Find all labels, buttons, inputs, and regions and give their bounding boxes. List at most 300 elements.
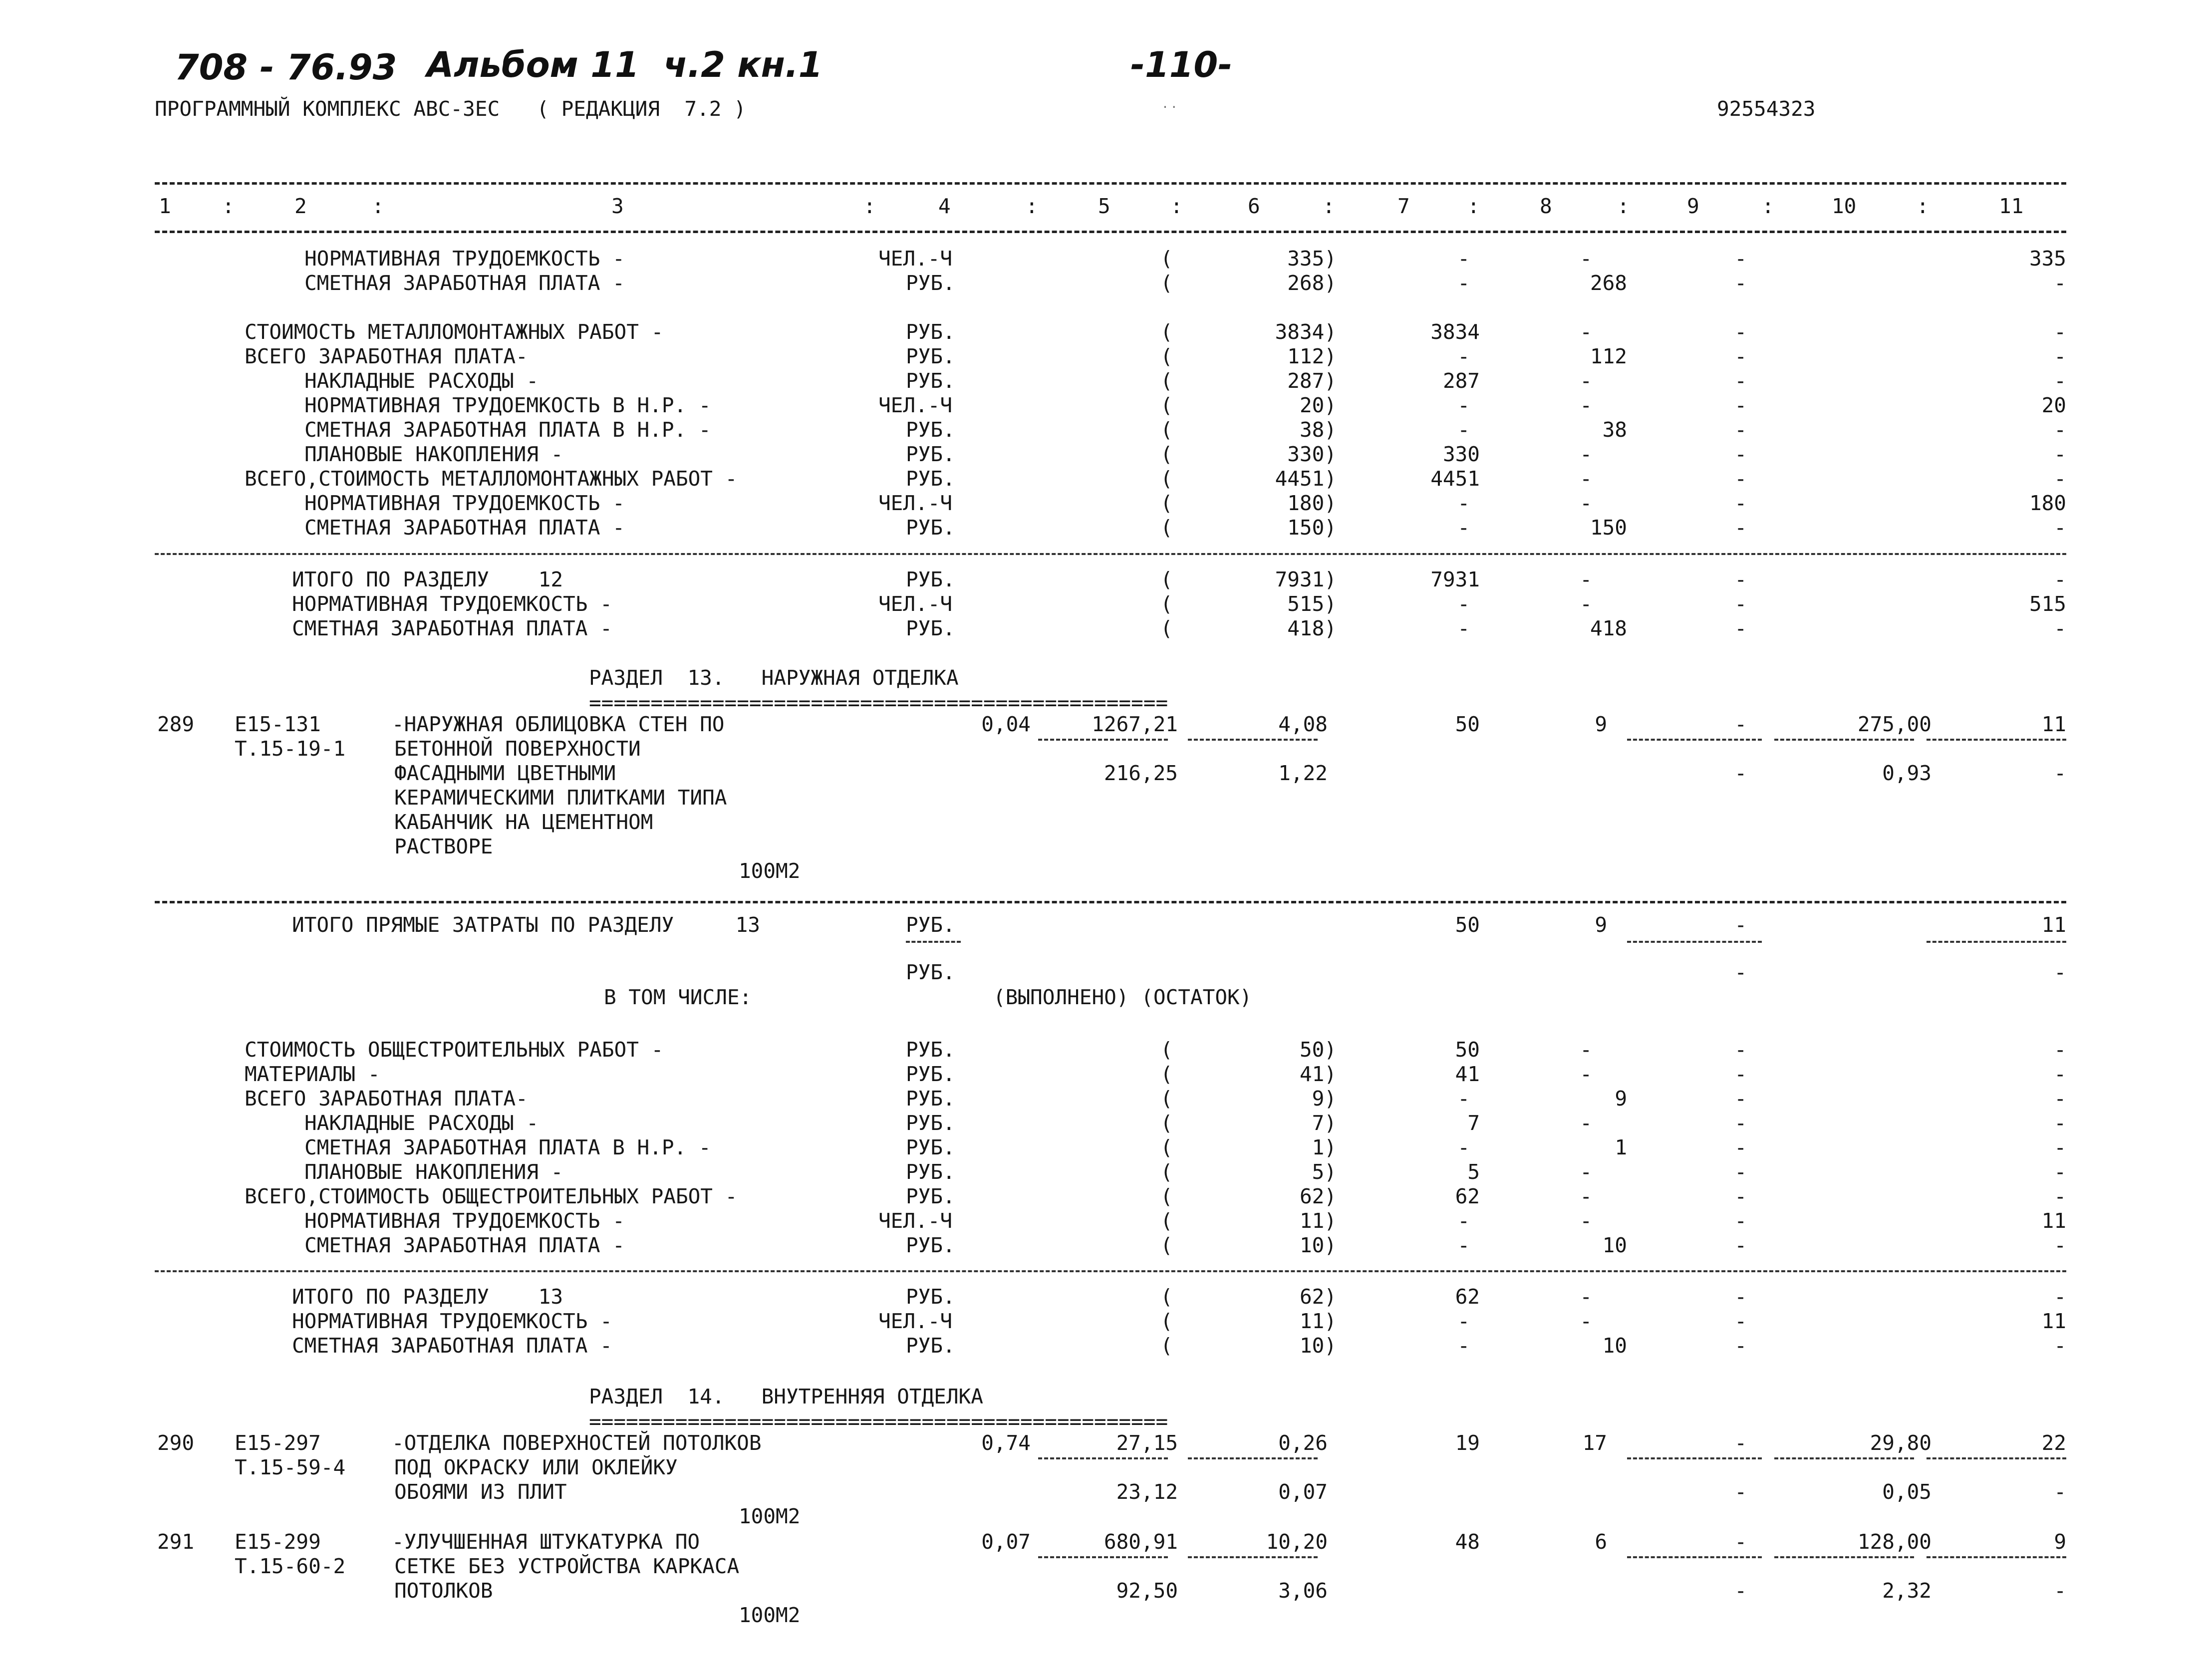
- cell-c9-secondary: -: [1734, 1480, 1747, 1504]
- item-description-line: КАБАНЧИК НА ЦЕМЕНТНОМ: [394, 810, 653, 834]
- cell-c5: 27,15: [1116, 1431, 1178, 1455]
- cell-c11: 335: [2029, 247, 2066, 271]
- cell-c6: 4,08: [1278, 712, 1328, 736]
- item-underline-c9: [1627, 1457, 1762, 1459]
- row-label: СМЕТНАЯ ЗАРАБОТНАЯ ПЛАТА -: [304, 516, 625, 540]
- cell-c6: 1): [1312, 1135, 1337, 1159]
- cell-c6: 11): [1299, 1309, 1337, 1333]
- cell-c7: -: [1457, 271, 1470, 295]
- open-paren: (: [1160, 1285, 1173, 1309]
- item-underline-c6: [1188, 739, 1318, 741]
- cell-c7: -: [1457, 247, 1470, 271]
- cell-c4: 0,07: [981, 1530, 1031, 1554]
- cell-c9: -: [1734, 567, 1747, 591]
- item-ref: Т.15-59-4: [235, 1455, 346, 1479]
- cell-c9: -: [1734, 1530, 1747, 1554]
- cell-c5-secondary: 216,25: [1104, 761, 1178, 785]
- cell-c9: -: [1734, 516, 1747, 540]
- total-underline-c11: [1927, 941, 2066, 943]
- row-unit: РУБ.: [906, 1062, 955, 1086]
- item-code: Е15-131: [235, 712, 321, 736]
- item-description-line: РАСТВОРЕ: [394, 835, 493, 858]
- cell-c11: -: [2054, 344, 2066, 368]
- cell-c11: 9: [2054, 1530, 2066, 1554]
- column-header-7: 7: [1397, 194, 1410, 218]
- cell-c6: 11): [1299, 1209, 1337, 1233]
- open-paren: (: [1160, 1209, 1173, 1233]
- cell-c11: 20: [2041, 393, 2066, 417]
- cell-c7: -: [1457, 344, 1470, 368]
- cell-c7: 50: [1455, 913, 1480, 937]
- item-description-line: -УЛУЧШЕННАЯ ШТУКАТУРКА ПО: [392, 1530, 700, 1554]
- cell-c8: -: [1580, 1111, 1592, 1135]
- row-unit: РУБ.: [906, 1135, 955, 1159]
- cell-c11: -: [2054, 1233, 2066, 1257]
- item-underline-c10: [1774, 1556, 1914, 1558]
- row-label: НОРМАТИВНАЯ ТРУДОЕМКОСТЬ В Н.Р. -: [304, 393, 711, 417]
- cell-c6: 515): [1287, 592, 1337, 616]
- cell-c7: -: [1457, 616, 1470, 640]
- cell-c8: 418: [1590, 616, 1627, 640]
- row-unit: ЧЕЛ.-Ч: [878, 247, 953, 271]
- row-unit: РУБ.: [906, 418, 955, 442]
- handwritten-album: Альбом 11 ч.2 кн.1: [427, 44, 823, 85]
- cell-c11-secondary: -: [2054, 761, 2066, 785]
- cell-c8: 10: [1602, 1334, 1627, 1358]
- item-description-line: -ОТДЕЛКА ПОВЕРХНОСТЕЙ ПОТОЛКОВ: [392, 1431, 762, 1455]
- cell-c7: 19: [1455, 1431, 1480, 1455]
- cell-c9: -: [1734, 1087, 1747, 1111]
- cell-c7: 3834: [1430, 320, 1480, 344]
- cell-c9: -: [1734, 369, 1747, 393]
- row-label: СТОИМОСТЬ ОБЩЕСТРОИТЕЛЬНЫХ РАБОТ -: [245, 1038, 664, 1062]
- section-13-total-unit: РУБ.: [906, 913, 955, 937]
- including-label: В ТОМ ЧИСЛЕ:: [604, 985, 752, 1009]
- cell-c7: 330: [1442, 442, 1480, 466]
- cell-c11: 11: [2041, 913, 2066, 937]
- item-description-line: ПОТОЛКОВ: [394, 1579, 493, 1603]
- row-label: СМЕТНАЯ ЗАРАБОТНАЯ ПЛАТА В Н.Р. -: [304, 418, 711, 442]
- row-unit: ЧЕЛ.-Ч: [878, 491, 953, 515]
- cell-c11: -: [2054, 1062, 2066, 1086]
- row-unit: РУБ.: [906, 1111, 955, 1135]
- item-underline-c10: [1774, 1457, 1914, 1459]
- open-paren: (: [1160, 1184, 1173, 1208]
- program-header: ПРОГРАММНЫЙ КОМПЛЕКС АВС-3ЕС ( РЕДАКЦИЯ 7.2 ): [155, 97, 746, 121]
- row-label: ИТОГО ПО РАЗДЕЛУ 12: [292, 567, 563, 591]
- row-unit: РУБ.: [906, 567, 955, 591]
- cell-c8: 112: [1590, 344, 1627, 368]
- header-bottom-rule: [155, 231, 2066, 233]
- column-header-2: 2: [294, 194, 307, 218]
- cell-c7: -: [1457, 1135, 1470, 1159]
- cell-c6: 150): [1287, 516, 1337, 540]
- item-ref: Т.15-19-1: [235, 737, 346, 761]
- cell-c7: -: [1457, 1087, 1470, 1111]
- open-paren: (: [1160, 418, 1173, 442]
- cell-c6: 268): [1287, 271, 1337, 295]
- cell-c11: -: [2054, 567, 2066, 591]
- cell-c6: 112): [1287, 344, 1337, 368]
- open-paren: (: [1160, 567, 1173, 591]
- column-header-8: 8: [1540, 194, 1552, 218]
- open-paren: (: [1160, 442, 1173, 466]
- cell-c8: -: [1580, 1062, 1592, 1086]
- cell-c9: -: [1734, 1285, 1747, 1309]
- cell-c11: -: [2054, 320, 2066, 344]
- item-underline-c6: [1188, 1556, 1318, 1558]
- section-13-underline: ===============================================: [589, 691, 1168, 715]
- item-number: 290: [157, 1431, 195, 1455]
- cell-c7: 287: [1442, 369, 1480, 393]
- item-underline-c5: [1038, 739, 1168, 741]
- cell-c8: -: [1580, 393, 1592, 417]
- column-separator: :: [222, 194, 235, 218]
- item-underline-c9: [1627, 1556, 1762, 1558]
- cell-c6: 4451): [1275, 467, 1337, 491]
- cell-c5-secondary: 23,12: [1116, 1480, 1178, 1504]
- cell-c11-secondary: -: [2054, 960, 2066, 984]
- cell-c8: 38: [1602, 418, 1627, 442]
- open-paren: (: [1160, 344, 1173, 368]
- cell-c9: -: [1734, 1111, 1747, 1135]
- cell-c11: -: [2054, 271, 2066, 295]
- row-label: ПЛАНОВЫЕ НАКОПЛЕНИЯ -: [304, 442, 563, 466]
- column-separator: :: [1467, 194, 1480, 218]
- cell-c9: -: [1734, 393, 1747, 417]
- cell-c9: -: [1734, 271, 1747, 295]
- cell-c8: -: [1580, 1285, 1592, 1309]
- cell-c6: 287): [1287, 369, 1337, 393]
- cell-c7: 50: [1455, 712, 1480, 736]
- cell-c8: 6: [1595, 1530, 1607, 1554]
- cell-c9: -: [1734, 320, 1747, 344]
- row-unit: РУБ.: [906, 1285, 955, 1309]
- row-unit: РУБ.: [906, 1233, 955, 1257]
- row-unit: ЧЕЛ.-Ч: [878, 592, 953, 616]
- row-label: НОРМАТИВНАЯ ТРУДОЕМКОСТЬ -: [304, 1209, 625, 1233]
- cell-c9: -: [1734, 1431, 1747, 1455]
- row-label: ВСЕГО,СТОИМОСТЬ ОБЩЕСТРОИТЕЛЬНЫХ РАБОТ -: [245, 1184, 738, 1208]
- cell-c10-secondary: 0,05: [1882, 1480, 1932, 1504]
- cell-c8: -: [1580, 592, 1592, 616]
- cell-c9: -: [1734, 1062, 1747, 1086]
- row-label: ВСЕГО,СТОИМОСТЬ МЕТАЛЛОМОНТАЖНЫХ РАБОТ -: [245, 467, 738, 491]
- open-paren: (: [1160, 393, 1173, 417]
- cell-c7: -: [1457, 418, 1470, 442]
- cell-c9: -: [1734, 712, 1747, 736]
- cell-c10: 128,00: [1857, 1530, 1932, 1554]
- cell-c8: -: [1580, 467, 1592, 491]
- scan-speck: · ·: [1163, 99, 1176, 115]
- row-label: НОРМАТИВНАЯ ТРУДОЕМКОСТЬ -: [292, 592, 612, 616]
- cell-c11: -: [2054, 1111, 2066, 1135]
- cell-c7: -: [1457, 1334, 1470, 1358]
- cell-c7: -: [1457, 393, 1470, 417]
- column-separator: :: [1026, 194, 1038, 218]
- cell-c7: 62: [1455, 1285, 1480, 1309]
- row-label: ПЛАНОВЫЕ НАКОПЛЕНИЯ -: [304, 1160, 563, 1184]
- cell-c9: -: [1734, 491, 1747, 515]
- cell-c6: 41): [1299, 1062, 1337, 1086]
- handwritten-doc-code: 708 - 76.93: [175, 47, 397, 88]
- cell-c7: 4451: [1430, 467, 1480, 491]
- cell-c11: 11: [2041, 1309, 2066, 1333]
- cell-c11: -: [2054, 467, 2066, 491]
- cell-c9: -: [1734, 344, 1747, 368]
- row-unit: ЧЕЛ.-Ч: [878, 1209, 953, 1233]
- cell-c11: 515: [2029, 592, 2066, 616]
- cell-c8: -: [1580, 567, 1592, 591]
- column-separator: :: [1917, 194, 1929, 218]
- item-underline-c11: [1927, 739, 2066, 741]
- cell-c6-secondary: 3,06: [1278, 1579, 1328, 1603]
- item-underline-c5: [1038, 1556, 1168, 1558]
- cell-c7: 62: [1455, 1184, 1480, 1208]
- cell-c11: 180: [2029, 491, 2066, 515]
- cell-c7: -: [1457, 491, 1470, 515]
- cell-c4: 0,04: [981, 712, 1031, 736]
- open-paren: (: [1160, 1087, 1173, 1111]
- row-unit: РУБ.: [906, 1038, 955, 1062]
- row-label: СМЕТНАЯ ЗАРАБОТНАЯ ПЛАТА -: [292, 616, 612, 640]
- row-label: СМЕТНАЯ ЗАРАБОТНАЯ ПЛАТА -: [292, 1334, 612, 1358]
- column-header-11: 11: [1999, 194, 2024, 218]
- cell-c9: -: [1734, 1309, 1747, 1333]
- item-underline-c9: [1627, 739, 1762, 741]
- cell-c11: -: [2054, 1038, 2066, 1062]
- column-header-3: 3: [611, 194, 624, 218]
- item-underline-c5: [1038, 1457, 1168, 1459]
- cell-c6: 38): [1299, 418, 1337, 442]
- item-description-line: -НАРУЖНАЯ ОБЛИЦОВКА СТЕН ПО: [392, 712, 725, 736]
- cell-c8: -: [1580, 442, 1592, 466]
- cell-c9: -: [1734, 442, 1747, 466]
- open-paren: (: [1160, 1135, 1173, 1159]
- cell-c6: 180): [1287, 491, 1337, 515]
- cell-c7: 41: [1455, 1062, 1480, 1086]
- item-unit: 100М2: [739, 1504, 801, 1528]
- section-13-total-unit-2: РУБ.: [906, 960, 955, 984]
- cell-c5: 680,91: [1104, 1530, 1178, 1554]
- cell-c8: 9: [1595, 712, 1607, 736]
- cell-c11: 22: [2041, 1431, 2066, 1455]
- open-paren: (: [1160, 369, 1173, 393]
- cell-c6-secondary: 0,07: [1278, 1480, 1328, 1504]
- row-label: СТОИМОСТЬ МЕТАЛЛОМОНТАЖНЫХ РАБОТ -: [245, 320, 664, 344]
- cell-c8: 9: [1595, 913, 1607, 937]
- cell-c9: -: [1734, 1160, 1747, 1184]
- block-b-rule: [155, 553, 2066, 555]
- open-paren: (: [1160, 516, 1173, 540]
- open-paren: (: [1160, 491, 1173, 515]
- row-unit: ЧЕЛ.-Ч: [878, 1309, 953, 1333]
- cell-c7: -: [1457, 1309, 1470, 1333]
- cell-c7: -: [1457, 1209, 1470, 1233]
- open-paren: (: [1160, 467, 1173, 491]
- cell-c8: -: [1580, 247, 1592, 271]
- open-paren: (: [1160, 320, 1173, 344]
- column-header-5: 5: [1098, 194, 1110, 218]
- row-label: ВСЕГО ЗАРАБОТНАЯ ПЛАТА-: [245, 344, 528, 368]
- cell-c11: -: [2054, 442, 2066, 466]
- section-13-title: РАЗДЕЛ 13. НАРУЖНАЯ ОТДЕЛКА: [589, 666, 959, 690]
- row-label: СМЕТНАЯ ЗАРАБОТНАЯ ПЛАТА -: [304, 1233, 625, 1257]
- item-number: 291: [157, 1530, 195, 1554]
- column-header-6: 6: [1248, 194, 1260, 218]
- top-rule: [155, 182, 2066, 185]
- open-paren: (: [1160, 1233, 1173, 1257]
- open-paren: (: [1160, 1062, 1173, 1086]
- section-13-total-label: ИТОГО ПРЯМЫЕ ЗАТРАТЫ ПО РАЗДЕЛУ 13: [292, 913, 760, 937]
- column-separator: :: [1323, 194, 1335, 218]
- cell-c6: 62): [1299, 1285, 1337, 1309]
- handwritten-page-number: -110-: [1130, 44, 1233, 85]
- cell-c6: 10): [1299, 1334, 1337, 1358]
- cell-c7: 7931: [1430, 567, 1480, 591]
- cell-c11: -: [2054, 616, 2066, 640]
- open-paren: (: [1160, 1334, 1173, 1358]
- row-unit: РУБ.: [906, 442, 955, 466]
- row-unit: РУБ.: [906, 616, 955, 640]
- cell-c11-secondary: -: [2054, 1480, 2066, 1504]
- row-unit: РУБ.: [906, 1087, 955, 1111]
- cell-c11: -: [2054, 516, 2066, 540]
- cell-c11: -: [2054, 1087, 2066, 1111]
- cell-c10-secondary: 0,93: [1882, 761, 1932, 785]
- cell-c7: 48: [1455, 1530, 1480, 1554]
- row-label: НОРМАТИВНАЯ ТРУДОЕМКОСТЬ -: [304, 247, 625, 271]
- total-unit-underline: [906, 941, 961, 943]
- cell-c6: 50): [1299, 1038, 1337, 1062]
- row-unit: РУБ.: [906, 369, 955, 393]
- cell-c6-secondary: 1,22: [1278, 761, 1328, 785]
- cell-c11: 11: [2041, 1209, 2066, 1233]
- cell-c6: 20): [1299, 393, 1337, 417]
- cell-c6: 10): [1299, 1233, 1337, 1257]
- row-unit: РУБ.: [906, 1184, 955, 1208]
- cell-c8: 9: [1615, 1087, 1627, 1111]
- section-13-item-rule: [155, 901, 2066, 903]
- cell-c11: -: [2054, 1334, 2066, 1358]
- open-paren: (: [1160, 616, 1173, 640]
- section-14-title: РАЗДЕЛ 14. ВНУТРЕННЯЯ ОТДЕЛКА: [589, 1385, 983, 1408]
- column-header-9: 9: [1687, 194, 1699, 218]
- item-description-line: ПОД ОКРАСКУ ИЛИ ОКЛЕЙКУ: [394, 1455, 678, 1479]
- cell-c10: 29,80: [1870, 1431, 1932, 1455]
- cell-c9-secondary: -: [1734, 960, 1747, 984]
- cell-c8: 268: [1590, 271, 1627, 295]
- cell-c7: 5: [1467, 1160, 1480, 1184]
- row-label: МАТЕРИАЛЫ -: [245, 1062, 380, 1086]
- column-separator: :: [1617, 194, 1630, 218]
- row-unit: РУБ.: [906, 344, 955, 368]
- cell-c8: -: [1580, 320, 1592, 344]
- row-unit: ЧЕЛ.-Ч: [878, 393, 953, 417]
- column-header-4: 4: [938, 194, 951, 218]
- cell-c6: 3834): [1275, 320, 1337, 344]
- cell-c9: -: [1734, 1135, 1747, 1159]
- cell-c7: 50: [1455, 1038, 1480, 1062]
- item-description-line: КЕРАМИЧЕСКИМИ ПЛИТКАМИ ТИПА: [394, 786, 727, 810]
- cell-c6: 62): [1299, 1184, 1337, 1208]
- item-description-line: СЕТКЕ БЕЗ УСТРОЙСТВА КАРКАСА: [394, 1554, 740, 1578]
- item-code: Е15-297: [235, 1431, 321, 1455]
- section-13-rows-rule: [155, 1270, 2066, 1272]
- cell-c9: -: [1734, 592, 1747, 616]
- cell-c6: 10,20: [1266, 1530, 1328, 1554]
- cell-c9: -: [1734, 1334, 1747, 1358]
- row-unit: РУБ.: [906, 467, 955, 491]
- cell-c7: -: [1457, 1233, 1470, 1257]
- cell-c9: -: [1734, 1184, 1747, 1208]
- item-description-line: ФАСАДНЫМИ ЦВЕТНЫМИ: [394, 761, 616, 785]
- row-label: СМЕТНАЯ ЗАРАБОТНАЯ ПЛАТА -: [304, 271, 625, 295]
- column-header-10: 10: [1832, 194, 1857, 218]
- item-unit: 100М2: [739, 1603, 801, 1627]
- item-underline-c6: [1188, 1457, 1318, 1459]
- cell-c5-secondary: 92,50: [1116, 1579, 1178, 1603]
- cell-c8: 150: [1590, 516, 1627, 540]
- cell-c5: 1267,21: [1092, 712, 1178, 736]
- cell-c11: -: [2054, 1160, 2066, 1184]
- item-number: 289: [157, 712, 195, 736]
- cell-c11: -: [2054, 418, 2066, 442]
- row-unit: РУБ.: [906, 1334, 955, 1358]
- row-unit: РУБ.: [906, 320, 955, 344]
- cell-c6: 5): [1312, 1160, 1337, 1184]
- item-description-line: БЕТОННОЙ ПОВЕРХНОСТИ: [394, 737, 641, 761]
- total-underline-c9: [1627, 941, 1762, 943]
- cell-c8: -: [1580, 369, 1592, 393]
- cell-c4: 0,74: [981, 1431, 1031, 1455]
- cell-c11: -: [2054, 1285, 2066, 1309]
- cell-c8: -: [1580, 1309, 1592, 1333]
- cell-c8: -: [1580, 1209, 1592, 1233]
- row-label: ИТОГО ПО РАЗДЕЛУ 13: [292, 1285, 563, 1309]
- section-14-underline: ===============================================: [589, 1409, 1168, 1433]
- cell-c11: -: [2054, 1135, 2066, 1159]
- cell-c9: -: [1734, 1209, 1747, 1233]
- item-unit: 100М2: [739, 859, 801, 883]
- cell-c8: 10: [1602, 1233, 1627, 1257]
- open-paren: (: [1160, 271, 1173, 295]
- cell-c6: 330): [1287, 442, 1337, 466]
- row-label: ВСЕГО ЗАРАБОТНАЯ ПЛАТА-: [245, 1087, 528, 1111]
- column-separator: :: [863, 194, 876, 218]
- item-ref: Т.15-60-2: [235, 1554, 346, 1578]
- done-rest-label: (ВЫПОЛНЕНО) (ОСТАТОК): [993, 985, 1252, 1009]
- cell-c9: -: [1734, 913, 1747, 937]
- cell-c9: -: [1734, 1038, 1747, 1062]
- column-separator: :: [1170, 194, 1183, 218]
- document-number: 92554323: [1717, 97, 1816, 121]
- cell-c6: 9): [1312, 1087, 1337, 1111]
- cell-c8: -: [1580, 491, 1592, 515]
- cell-c7: -: [1457, 592, 1470, 616]
- open-paren: (: [1160, 247, 1173, 271]
- cell-c10-secondary: 2,32: [1882, 1579, 1932, 1603]
- cell-c6: 0,26: [1278, 1431, 1328, 1455]
- item-underline-c11: [1927, 1556, 2066, 1558]
- open-paren: (: [1160, 1160, 1173, 1184]
- cell-c9: -: [1734, 467, 1747, 491]
- column-separator: :: [372, 194, 384, 218]
- cell-c11: -: [2054, 369, 2066, 393]
- open-paren: (: [1160, 592, 1173, 616]
- row-label: СМЕТНАЯ ЗАРАБОТНАЯ ПЛАТА В Н.Р. -: [304, 1135, 711, 1159]
- cell-c9: -: [1734, 616, 1747, 640]
